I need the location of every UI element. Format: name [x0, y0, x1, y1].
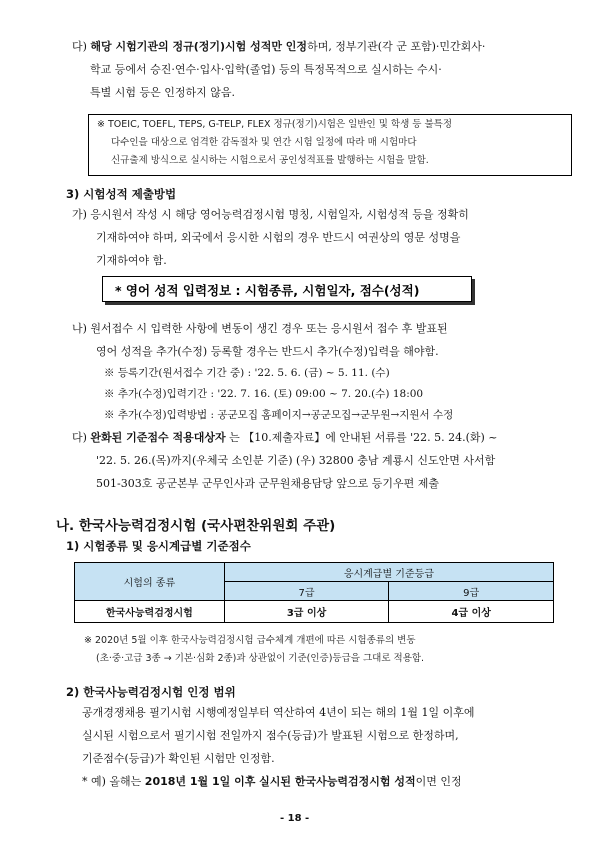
section3-ga-text1: 응시원서 작성 시 해당 영어능력검정시험 명칭, 시험일자, 시험성적 등을 정확히 — [90, 208, 469, 221]
table-row-name: 한국사능력검정시험 — [75, 601, 225, 623]
block-da1-line1 — [72, 40, 485, 54]
block-da1-bold: 해당 시험기관의 정규(정기)시험 성적만 인정 — [90, 40, 308, 53]
section3-ga-line3: 기재하여야 함. — [96, 254, 167, 267]
table-note-1: ※ 2020년 5월 이후 한국사능력검정시험 급수체계 개편에 따른 시험종류의 변동 — [84, 635, 416, 646]
section3-ga-line1 — [72, 208, 469, 222]
section3-na-item2: ※ 추가(수정)입력기간 : '22. 7. 16. (토) 09:00 ~ 7. 20.(수) 18:00 — [104, 388, 424, 400]
section3-da-line1 — [72, 431, 498, 445]
section3-da-line2: '22. 5. 26.(목)까지(우체국 소인분 기준) (우) 32800 충남 계룡시 신도안면 사서함 — [96, 454, 496, 467]
english-score-info-box — [102, 276, 472, 302]
block-da1-marker: 다) — [72, 40, 87, 53]
block-da1-line3: 특별 시험 등은 인정하지 않음. — [90, 86, 235, 99]
note-line-1: ※ TOEIC, TOEFL, TEPS, G-TELP, FLEX 정규(정기)시험은 일반인 및 학생 등 불특정 — [97, 119, 453, 130]
note-box — [88, 114, 572, 176]
section-na-p-line2: 실시된 시험으로서 필기시험 전일까지 점수(등급)가 발표된 시험으로 한정하며, — [82, 729, 459, 742]
section3-da-marker: 다) — [72, 431, 87, 444]
table-header-7: 7급 — [224, 582, 389, 601]
section-na-p-line3: 기준점수(등급)가 확인된 시험만 인정함. — [82, 752, 275, 765]
table-row-9: 4급 이상 — [389, 601, 554, 623]
section-na-p-line1: 공개경쟁채용 필기시험 시행예정일부터 역산하여 4년이 되는 해의 1월 1일 이후에 — [82, 706, 475, 719]
section3-da-bold: 완화된 기준점수 적용대상자 — [90, 431, 226, 444]
section3-da-line3: 501-303호 공군본부 군무인사과 군무원채용담당 앞으로 등기우편 제출 — [96, 477, 439, 490]
section-na-sub2: 2) 한국사능력검정시험 인정 범위 — [66, 685, 236, 699]
example-bold: 2018년 1월 1일 이후 실시된 한국사능력검정시험 성적 — [144, 775, 416, 788]
section-na-example — [82, 775, 462, 789]
section3-ga-line2: 기재하여야 하며, 외국에서 응시한 시험의 경우 반드시 여권상의 영문 성명을 — [96, 231, 461, 244]
section3-na-text1: 원서접수 시 입력한 사항에 변동이 생긴 경우 또는 응시원서 접수 후 발표된 — [90, 322, 448, 335]
block-da1-rest1: 하며, 정부기관(각 군 포함)·민간회사· — [307, 40, 486, 53]
table-header-9: 9급 — [389, 582, 554, 601]
table-header-exam: 시험의 종류 — [75, 563, 225, 601]
table-note-2: (초·중·고급 3종 → 기본·심화 2종)과 상관없이 기준(인증)등급을 그대로 적용함. — [96, 653, 425, 664]
section-na-title: 나. 한국사능력검정시험 (국사편찬위원회 주관) — [56, 518, 336, 534]
section3-title: 3) 시험성적 제출방법 — [66, 187, 177, 201]
english-score-info-text: * 영어 성적 입력정보 : 시험종류, 시험일자, 점수(성적) — [115, 283, 420, 298]
history-exam-table — [74, 562, 554, 623]
block-da1-line2: 학교 등에서 승진·연수·입사·입학(졸업) 등의 특정목적으로 실시하는 수시· — [90, 63, 442, 76]
section3-da-rest1: 는 【10.제출자료】에 안내된 서류를 '22. 5. 24.(화) ~ — [225, 431, 498, 444]
section-na-sub1: 1) 시험종류 및 응시계급별 기준점수 — [66, 539, 251, 553]
section3-ga-marker: 가) — [72, 208, 87, 221]
section3-na-line2: 영어 성적을 추가(수정) 등록할 경우는 반드시 추가(수정)입력을 해야함. — [96, 345, 439, 358]
page-number: - 18 - — [280, 813, 310, 824]
table-row-7: 3급 이상 — [224, 601, 389, 623]
section3-na-item1: ※ 등록기간(원서접수 기간 중) : '22. 5. 6. (금) ~ 5. 11. (수) — [104, 367, 390, 379]
example-suffix: 이면 인정 — [415, 775, 462, 788]
note-line-2: 다수인을 대상으로 엄격한 감독절차 및 연간 시험 일정에 따라 매 시험마다 — [111, 137, 417, 148]
table-header-grade: 응시계급별 기준등급 — [224, 563, 553, 582]
section3-na-line1 — [72, 322, 448, 336]
note-line-3: 신규출제 방식으로 실시하는 시험으로서 공인성적표를 발행하는 시험을 말함. — [111, 155, 429, 166]
section3-na-item3: ※ 추가(수정)입력방법 : 공군모집 홈페이지→공군모집→군무원→지원서 수정 — [104, 409, 454, 421]
section3-na-marker: 나) — [72, 322, 87, 335]
example-prefix: * 예) 올해는 — [82, 775, 145, 788]
